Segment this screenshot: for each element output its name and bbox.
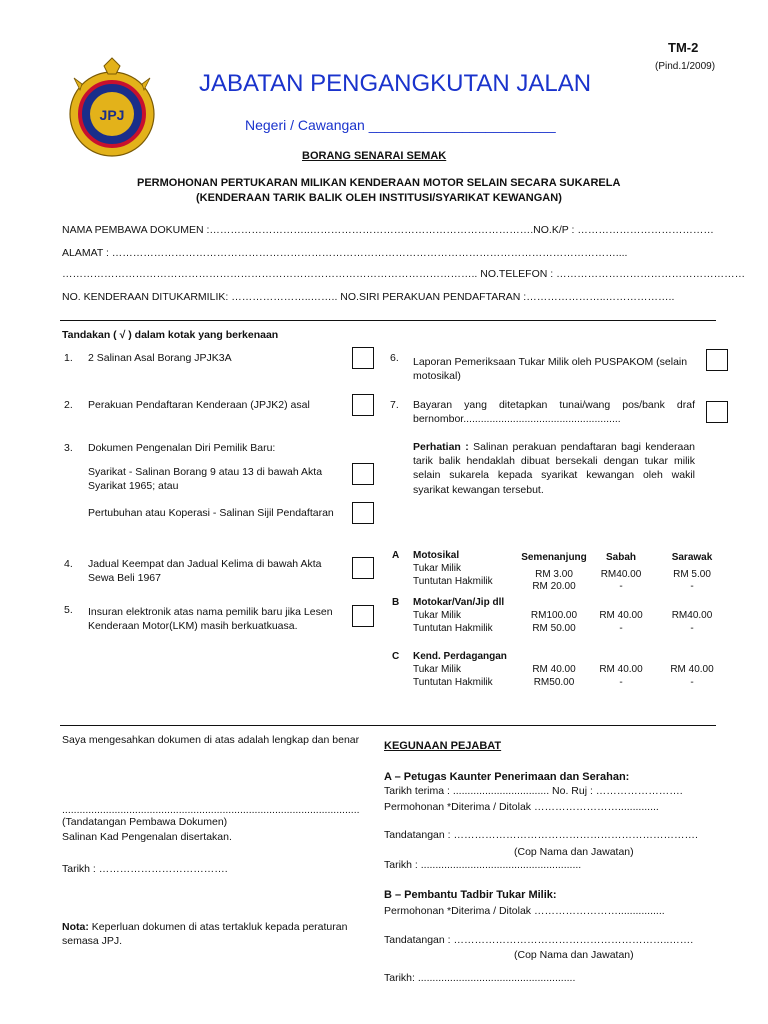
fee-c-row2-label: Tuntutan Hakmilik	[413, 677, 493, 688]
item-5-text: Insuran elektronik atas nama pemilik baru jika Lesen Kenderaan Motor(LKM) masih berkuatkuasa.	[88, 606, 333, 633]
perhatian-note	[413, 440, 695, 497]
item-7-checkbox[interactable]	[706, 401, 728, 423]
item-3-text: Dokumen Pengenalan Diri Pemilik Baru:	[88, 442, 276, 454]
fee-c-row1-label: Tukar Milik	[413, 664, 461, 675]
fee-b-row1-semenanjung: RM100.00	[530, 610, 578, 621]
office-b-date[interactable]: Tarikh: ......................................................	[384, 972, 576, 984]
declaration-date[interactable]: Tarikh : ……………………………….	[62, 863, 228, 875]
form-revision: (Pind.1/2009)	[655, 61, 716, 72]
item-4-checkbox[interactable]	[352, 557, 374, 579]
fee-a-row2-label: Tuntutan Hakmilik	[413, 576, 493, 587]
item-2-checkbox[interactable]	[352, 394, 374, 416]
fee-b-row2-sarawak: -	[690, 623, 694, 634]
fee-b-row2-sabah: -	[619, 623, 623, 634]
fee-a-row2-sarawak: -	[690, 581, 694, 592]
item-7-text: Bayaran yang ditetapkan tunai/wang pos/bank draf bernombor......................................................	[413, 399, 695, 426]
fee-b-row1-label: Tukar Milik	[413, 610, 461, 621]
item-2-text: Perakuan Pendaftaran Kenderaan (JPJK2) asal	[88, 399, 310, 411]
office-a-date[interactable]: Tarikh : .......................................................	[384, 859, 582, 871]
form-code: TM-2	[668, 40, 699, 55]
declaration-statement: Saya mengesahkan dokumen di atas adalah lengkap dan benar	[62, 734, 360, 746]
signature-line[interactable]: ......................................................................................................	[62, 804, 360, 816]
branch-line: Negeri / Cawangan ________________________	[245, 117, 556, 133]
checklist-title: BORANG SENARAI SEMAK	[302, 150, 447, 162]
fee-a-row1-sarawak: RM 5.00	[673, 569, 711, 580]
item-5-checkbox[interactable]	[352, 605, 374, 627]
nota	[62, 920, 354, 948]
title-line-2: (KENDERAAN TARIK BALIK OLEH INSTITUSI/SYARIKAT KEWANGAN)	[196, 192, 562, 204]
item-3-number: 3.	[64, 442, 73, 454]
fee-c-row1-sarawak: RM 40.00	[670, 664, 714, 675]
item-3b-checkbox[interactable]	[352, 502, 374, 524]
fee-c-row2-sarawak: -	[690, 677, 694, 688]
fee-b-row2-semenanjung: RM 50.00	[532, 623, 576, 634]
office-a-title: A – Petugas Kaunter Penerimaan dan Serahan:	[384, 771, 630, 783]
item-3b-text: Pertubuhan atau Koperasi - Salinan Sijil Pendaftaran	[88, 507, 334, 519]
field-kenderaan[interactable]: NO. KENDERAAN DITUKARMILIK: …………………..…….. NO.SIRI PERAKUAN PENDAFTARAN :…………………..………………..	[62, 291, 675, 303]
field-nama[interactable]: NAMA PEMBAWA DOKUMEN :………………………..……………………………………………………….NO.K/P : …………………………………	[62, 224, 714, 236]
fee-group-a-name: Motosikal	[413, 550, 460, 561]
section-divider-bottom	[60, 725, 716, 726]
office-b-cop: (Cop Nama dan Jawatan)	[514, 949, 634, 961]
office-a-tarikh-terima[interactable]: Tarikh terima : ................................. No. Ruj : …………………….	[384, 785, 683, 797]
logo-text: JPJ	[99, 107, 125, 123]
office-b-title: B – Pembantu Tadbir Tukar Milik:	[384, 889, 557, 901]
fee-group-c-name: Kend. Perdagangan	[413, 651, 507, 662]
office-a-cop: (Cop Nama dan Jawatan)	[514, 846, 634, 858]
fee-group-a-letter: A	[392, 550, 400, 561]
title-line-1: PERMOHONAN PERTUKARAN MILIKAN KENDERAAN MOTOR SELAIN SECARA SUKARELA	[137, 177, 621, 189]
fee-c-row2-semenanjung: RM50.00	[533, 677, 575, 688]
fee-header-semenanjung: Semenanjung	[521, 552, 587, 563]
fee-c-row2-sabah: -	[619, 677, 623, 688]
fee-header-sabah: Sabah	[605, 552, 636, 563]
section-divider-top	[60, 320, 716, 321]
item-4-text: Jadual Keempat dan Jadual Kelima di bawah Akta Sewa Beli 1967	[88, 558, 322, 585]
fee-group-b-letter: B	[392, 597, 400, 608]
fee-table	[380, 548, 720, 698]
item-6-number: 6.	[390, 352, 399, 364]
item-1-number: 1.	[64, 352, 73, 364]
item-6-text: Laporan Pemeriksaan Tukar Milik oleh PUSPAKOM (selain motosikal)	[413, 356, 688, 383]
instruction: Tandakan ( √ ) dalam kotak yang berkenaan	[62, 329, 279, 341]
nota-label: Nota:	[62, 921, 89, 933]
fee-group-b-name: Motokar/Van/Jip dll	[413, 597, 505, 608]
item-6-checkbox[interactable]	[706, 349, 728, 371]
fee-c-row1-sabah: RM 40.00	[599, 664, 643, 675]
signature-label: (Tandatangan Pembawa Dokumen)	[62, 816, 228, 828]
field-alamat[interactable]: ALAMAT : ………………………………………………………………………………………………………………………………....	[62, 247, 628, 259]
fee-group-c-letter: C	[392, 651, 400, 662]
field-alamat-telefon[interactable]: ……………………………………………………………………………………………………….. NO.TELEFON : ………………………………………………	[62, 268, 746, 280]
item-3a-text: Syarikat - Salinan Borang 9 atau 13 di bawah Akta Syarikat 1965; atau	[88, 466, 323, 493]
item-1-text: 2 Salinan Asal Borang JPJK3A	[88, 352, 232, 364]
fee-b-row2-label: Tuntutan Hakmilik	[413, 623, 493, 634]
fee-a-row1-label: Tukar Milik	[413, 563, 461, 574]
fee-b-row1-sarawak: RM40.00	[671, 610, 713, 621]
fee-a-row1-sabah: RM40.00	[600, 569, 642, 580]
item-2-number: 2.	[64, 399, 73, 411]
item-4-number: 4.	[64, 558, 73, 570]
fee-b-row1-sabah: RM 40.00	[599, 610, 643, 621]
item-7-number: 7.	[390, 399, 399, 411]
perhatian-text: Salinan perakuan pendaftaran bagi kenderaan tarik balik hendaklah dibuat bersekali dengan tukar milik selain sukarela kepada syarikat kewangan oleh wakil syarikat kewangan tersebut.	[413, 441, 695, 496]
department-name: JABATAN PENGANGKUTAN JALAN	[199, 70, 592, 97]
office-a-tandatangan[interactable]: Tandatangan : …………………………………………………………….	[384, 829, 698, 841]
office-b-tandatangan[interactable]: Tandatangan : ……………………………………………………..…….	[384, 934, 694, 946]
office-a-permohonan[interactable]: Permohonan *Diterima / Ditolak ……………………..............	[384, 801, 659, 813]
fee-header-sarawak: Sarawak	[671, 552, 713, 563]
ic-note: Salinan Kad Pengenalan disertakan.	[62, 831, 232, 843]
fee-a-row2-semenanjung: RM 20.00	[532, 581, 576, 592]
nota-text: Keperluan dokumen di atas tertakluk kepada peraturan semasa JPJ.	[62, 921, 348, 948]
jpj-logo	[60, 56, 164, 160]
perhatian-label: Perhatian :	[413, 441, 469, 453]
fee-a-row2-sabah: -	[619, 581, 623, 592]
item-1-checkbox[interactable]	[352, 347, 374, 369]
fee-a-row1-semenanjung: RM 3.00	[535, 569, 573, 580]
office-b-permohonan[interactable]: Permohonan *Diterima / Ditolak ……………………................	[384, 905, 665, 917]
fee-c-row1-semenanjung: RM 40.00	[532, 664, 576, 675]
item-3a-checkbox[interactable]	[352, 463, 374, 485]
office-title: KEGUNAAN PEJABAT	[384, 740, 502, 752]
item-5-number: 5.	[64, 604, 73, 616]
